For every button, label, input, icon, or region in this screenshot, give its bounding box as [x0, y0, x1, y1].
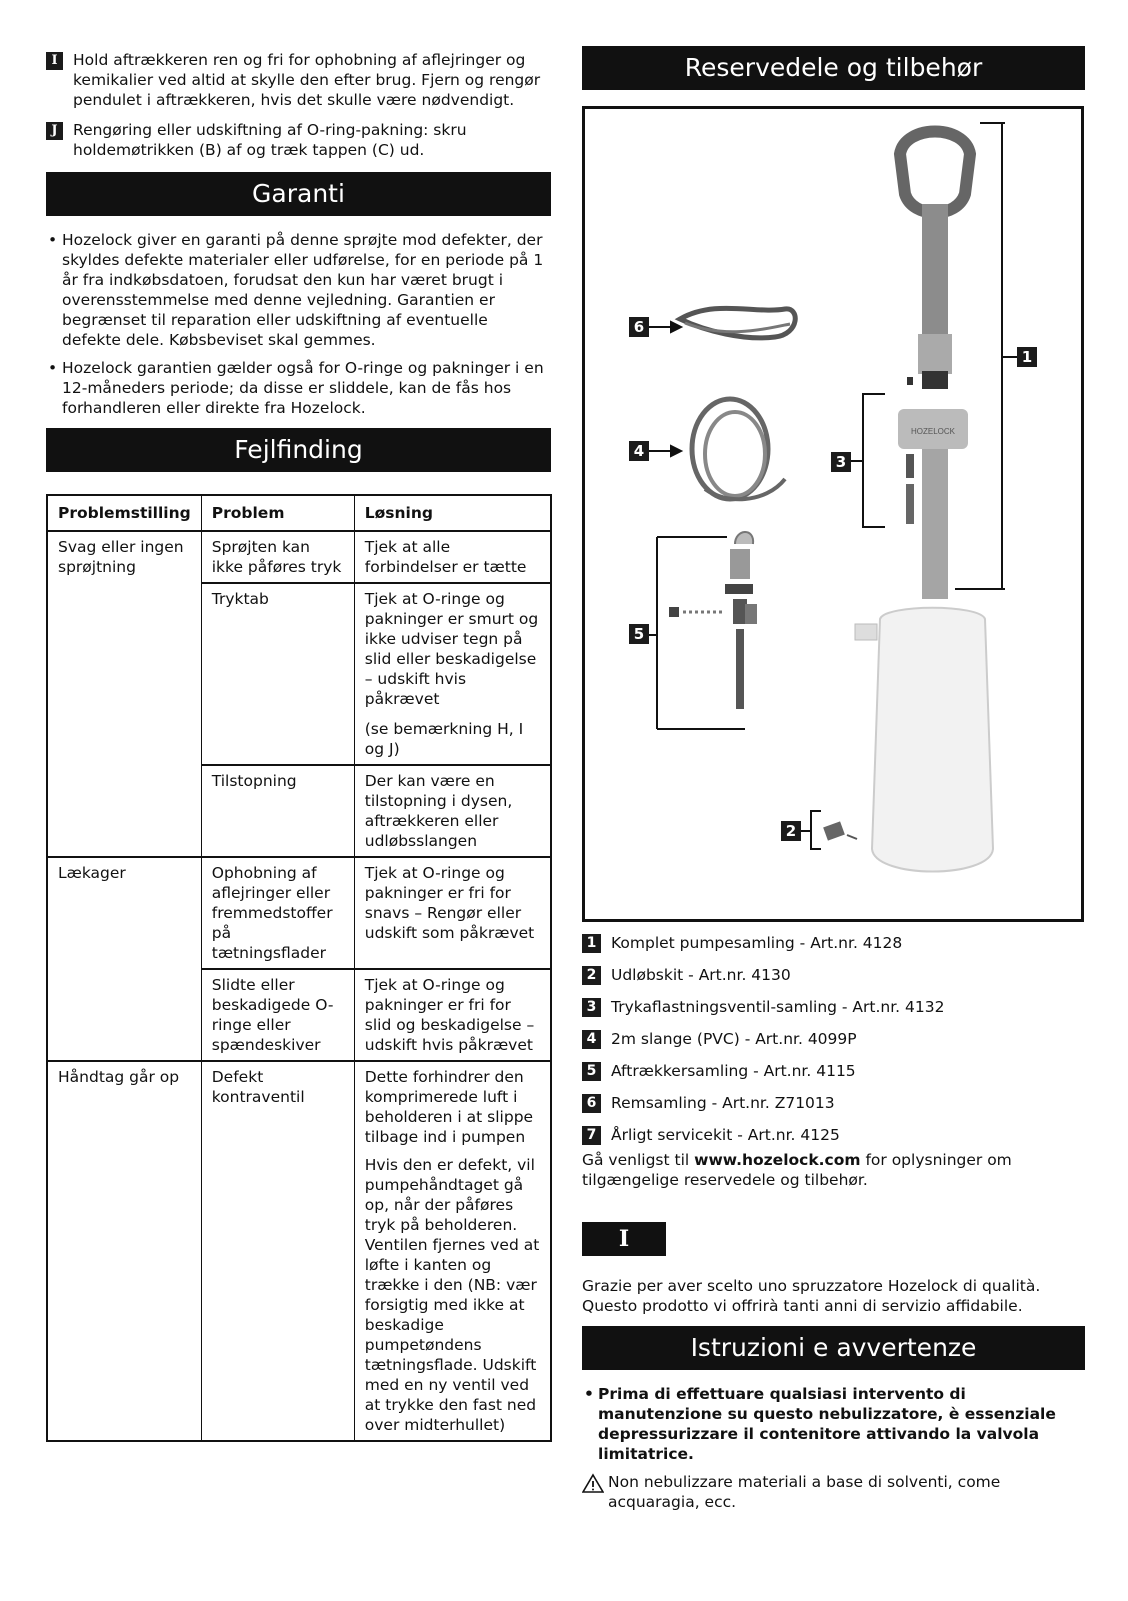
table-cell: Håndtag går op — [47, 1061, 201, 1441]
note-text: Hold aftrækkeren ren og fri for ophobning af aflejringer og kemikalier ved altid at skylle den efter brug. Fjern og rengør pendulet i aftrækkeren, hvis det skulle være nødvendigt. — [73, 51, 541, 109]
visit-text: Gå venligst til www.hozelock.com for oplysninger om tilgængelige reservedele og tilbehør. — [582, 1151, 1012, 1189]
note-i — [46, 50, 551, 110]
spares-heading: Reservedele og tilbehør — [582, 46, 1085, 90]
table-cell: Tjek at O-ringe og pakninger er fri for slid og beskadigelse – udskift hvis påkrævet — [354, 969, 551, 1061]
table-cell: Lækager — [47, 857, 201, 1061]
note-badge: I — [46, 52, 63, 70]
fejlfinding-heading: Fejlfinding — [46, 428, 551, 472]
list-item — [582, 932, 1085, 954]
part-number: 7 — [582, 1126, 601, 1145]
table-row — [47, 857, 551, 969]
intro-text: Grazie per aver scelto uno spruzzatore Hozelock di qualità. Questo prodotto vi offrirà tanti anni di servizio affidabile. — [582, 1277, 1041, 1315]
table-cell: Der kan være en tilstopning i dysen, aftrækkeren eller udløbsslangen — [354, 765, 551, 857]
troubleshooting-table — [46, 494, 552, 1442]
istruzioni-heading: Istruzioni e avvertenze — [582, 1326, 1085, 1370]
col-header: Problem — [201, 495, 354, 531]
part-number: 5 — [582, 1062, 601, 1081]
callout-2: 2 — [781, 821, 801, 841]
parts-list — [582, 932, 1085, 1146]
list-item — [582, 1060, 1085, 1082]
table-cell — [354, 1061, 551, 1441]
callout-5: 5 — [629, 624, 649, 644]
col-header: Løsning — [354, 495, 551, 531]
callout-1: 1 — [1017, 347, 1037, 367]
list-item — [582, 964, 1085, 986]
warning-icon — [582, 1473, 604, 1493]
table-cell: Tilstopning — [201, 765, 354, 857]
note-badge: J — [46, 122, 63, 140]
table-cell: Ophobning af aflejringer eller fremmedstoffer på tætningsflader — [201, 857, 354, 969]
sprayer-logo: HOZELOCK — [910, 427, 956, 436]
table-cell: Sprøjten kan ikke påføres tryk — [201, 531, 354, 583]
left-column — [46, 50, 551, 1442]
list-item: • Hozelock garantien gælder også for O-ringe og pakninger i en 12-måneders periode; da disse er sliddele, kan de fås hos forhandleren eller direkte fra Hozelock. — [46, 358, 551, 418]
right-column — [582, 46, 1085, 1512]
list-item: • Prima di effettuare qualsiasi intervento di manutenzione su questo nebulizzatore, è essenziale depressurizzare il contenitore attivando la valvola limitatrice. — [582, 1384, 1085, 1464]
callout-3: 3 — [831, 452, 851, 472]
part-number: 1 — [582, 934, 601, 953]
table-row — [47, 531, 551, 583]
cell-text: Hvis den er defekt, vil pumpehåndtaget gå op, når der påføres tryk på beholderen. Ventilen fjernes ved at løfte i kanten og trække i den (NB: vær forsigtig med ikke at beskadige pumpetøndens tætningsflade. Udskift med en ny ventil ved at trykke den fast ned over midterhullet) — [364, 1156, 540, 1434]
note-text: Rengøring eller udskiftning af O-ring-pakning: skru holdemøtrikken (B) af og træk tappen (C) ud. — [73, 121, 467, 159]
language-badge: I — [582, 1222, 666, 1256]
table-cell — [354, 583, 551, 765]
part-label: Årligt servicekit - Art.nr. 4125 — [611, 1126, 840, 1144]
part-number: 2 — [582, 966, 601, 985]
cell-text: (se bemærkning H, I og J) — [364, 720, 524, 758]
table-cell: Slidte eller beskadigede O-ringe eller spændeskiver — [201, 969, 354, 1061]
website-link[interactable]: www.hozelock.com — [694, 1151, 861, 1169]
list-item — [582, 996, 1085, 1018]
note-j — [46, 120, 551, 160]
garanti-list — [46, 230, 551, 418]
part-number: 4 — [582, 1030, 601, 1049]
list-item — [582, 1092, 1085, 1114]
part-number: 3 — [582, 998, 601, 1017]
sprayer-illustration — [585, 109, 1081, 919]
istruzioni-list — [582, 1384, 1085, 1464]
part-label: Trykaflastningsventil-samling - Art.nr. 4132 — [611, 998, 945, 1016]
parts-figure — [582, 106, 1084, 922]
part-label: Komplet pumpesamling - Art.nr. 4128 — [611, 934, 903, 952]
part-label: Udløbskit - Art.nr. 4130 — [611, 966, 791, 984]
cell-text: Dette forhindrer den komprimerede luft i beholderen i at slippe tilbage ind i pumpen — [364, 1068, 534, 1146]
list-item — [582, 1124, 1085, 1146]
table-cell: Tjek at O-ringe og pakninger er fri for snavs – Rengør eller udskift som påkrævet — [354, 857, 551, 969]
part-number: 6 — [582, 1094, 601, 1113]
col-header: Problemstilling — [47, 495, 201, 531]
table-row — [47, 1061, 551, 1441]
table-cell: Defekt kontraventil — [201, 1061, 354, 1441]
part-label: Remsamling - Art.nr. Z71013 — [611, 1094, 835, 1112]
part-label: Aftrækkersamling - Art.nr. 4115 — [611, 1062, 856, 1080]
warning-text: Non nebulizzare materiali a base di solventi, come acquaragia, ecc. — [608, 1473, 1001, 1511]
table-cell: Svag eller ingen sprøjtning — [47, 531, 201, 857]
part-label: 2m slange (PVC) - Art.nr. 4099P — [611, 1030, 857, 1048]
table-cell: Tjek at alle forbindelser er tætte — [354, 531, 551, 583]
table-cell: Tryktab — [201, 583, 354, 765]
cell-text: Tjek at O-ringe og pakninger er smurt og ikke udviser tegn på slid eller beskadigelse – udskift hvis påkrævet — [364, 590, 539, 708]
callout-4: 4 — [629, 441, 649, 461]
table-header-row — [47, 495, 551, 531]
garanti-heading: Garanti — [46, 172, 551, 216]
warning-note — [582, 1472, 1085, 1512]
list-item — [582, 1028, 1085, 1050]
list-item: • Hozelock giver en garanti på denne sprøjte mod defekter, der skyldes defekte materialer eller udførelse, for en periode på 1 år fra indkøbsdatoen, forudsat den kun har været brugt i overensstemmelse med denne vejledning. Garantien er begrænset til reparation eller udskiftning af eventuelle defekte dele. Købsbeviset skal gemmes. — [46, 230, 551, 350]
callout-6: 6 — [629, 317, 649, 337]
